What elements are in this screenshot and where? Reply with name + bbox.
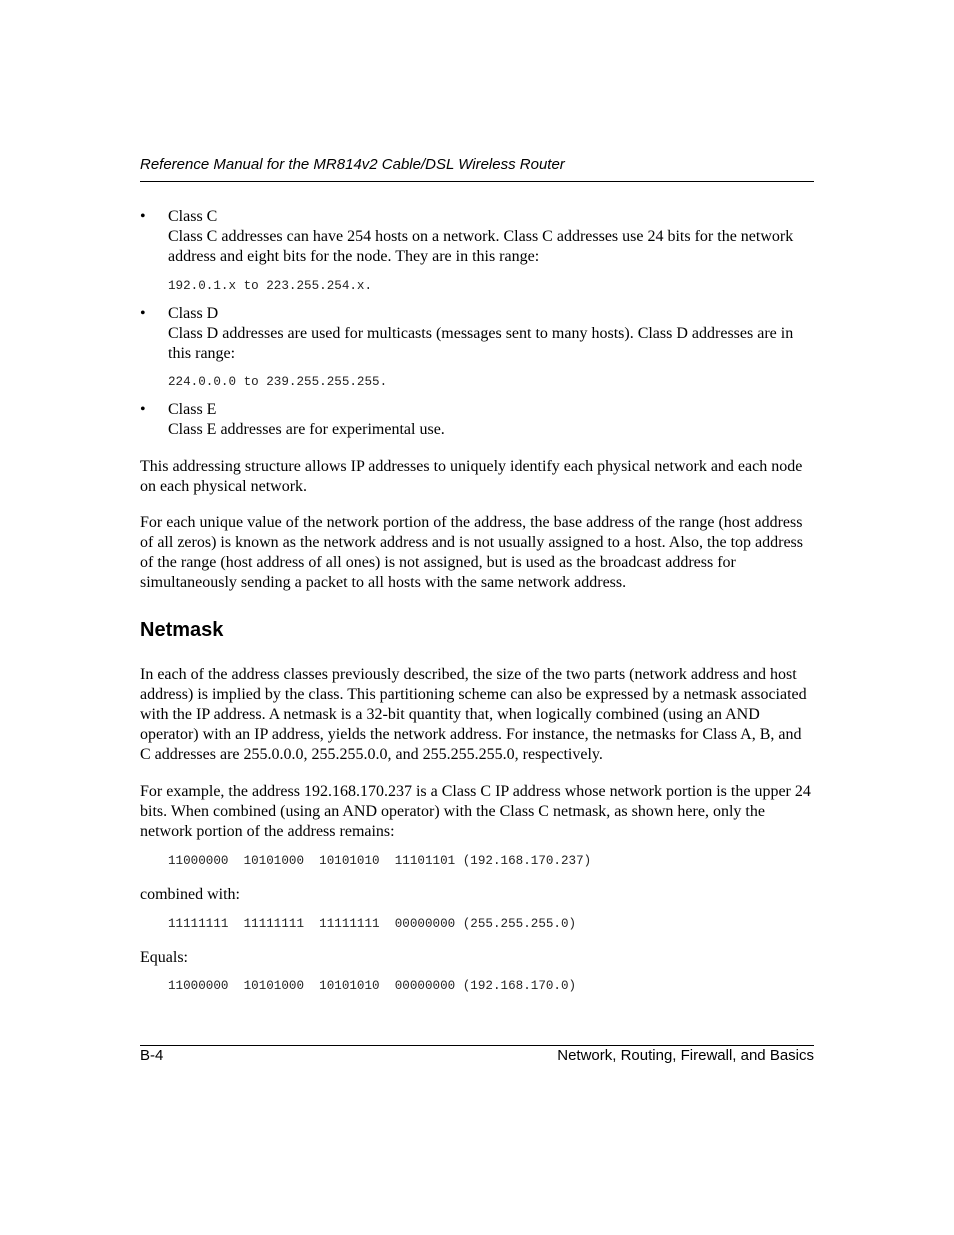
binary-result-code: 11000000 10101000 10101010 00000000 (192.168.170.0) (168, 979, 577, 993)
bullet-text: Class C addresses can have 254 hosts on a network. Class C addresses use 24 bits for the network address and eight bits for the node. They are in this range: (168, 228, 794, 265)
bullet-text: Class D addresses are used for multicasts (messages sent to many hosts). Class D addresses are in this range: (168, 325, 794, 362)
footer-rule (140, 1045, 814, 1046)
binary-netmask-code: 11111111 11111111 11111111 00000000 (255.255.255.0) (168, 917, 577, 931)
bullet-title: Class C (168, 208, 218, 225)
bullet-marker: • (140, 401, 146, 418)
running-header: Reference Manual for the MR814v2 Cable/DSL Wireless Router (140, 156, 565, 173)
bullet-title: Class D (168, 305, 219, 322)
header-rule (140, 181, 814, 182)
paragraph-netmask-example: For example, the address 192.168.170.237 is a Class C IP address whose network portion is the upper 24 bits. When combined (using an AND operator) with the Class C netmask, as shown here, only the network portion of the address remains: (140, 783, 811, 840)
footer-section-title: Network, Routing, Firewall, and Basics (557, 1047, 814, 1064)
binary-address-code: 11000000 10101000 10101010 11101101 (192.168.170.237) (168, 854, 592, 868)
combined-label: combined with: (140, 886, 240, 903)
section-heading-netmask: Netmask (140, 619, 224, 641)
range-code: 224.0.0.0 to 239.255.255.255. (168, 375, 388, 389)
range-code: 192.0.1.x to 223.255.254.x. (168, 279, 373, 293)
bullet-text: Class E addresses are for experimental use. (168, 421, 445, 438)
page-number: B-4 (140, 1047, 164, 1064)
paragraph-netmask-intro: In each of the address classes previously described, the size of the two parts (network address and host address) is implied by the class. This partitioning scheme can also be expressed by a netmask associated with the IP address. A netmask is a 32-bit quantity that, when logically combined (using an AND operator) with an IP address, yields the network address. For instance, the netmasks for Class A, B, and C addresses are 255.0.0.0, 255.255.0.0, and 255.255.255.0, respectively. (140, 666, 807, 763)
paragraph-base-address: For each unique value of the network portion of the address, the base address of the range (host address of all zeros) is known as the network address and is not usually assigned to a host. Also, the top address of the range (host address of all ones) is not assigned, but is used as the broadcast address for simultaneously sending a packet to all hosts with the same network address. (140, 514, 803, 591)
paragraph-structure: This addressing structure allows IP addresses to uniquely identify each physical network and each node on each physical network. (140, 458, 803, 495)
bullet-title: Class E (168, 401, 217, 418)
bullet-marker: • (140, 208, 146, 225)
bullet-marker: • (140, 305, 146, 322)
equals-label: Equals: (140, 949, 188, 966)
